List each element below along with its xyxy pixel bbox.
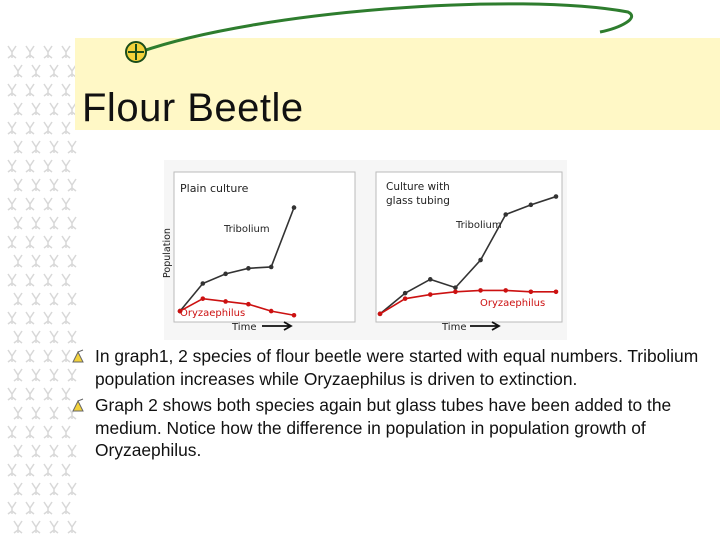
chart2-series-2-point: [453, 289, 458, 294]
chart1-series-1-point: [269, 265, 274, 270]
chart2-series1-label: Tribolium: [456, 220, 502, 231]
bullet-text: In graph1, 2 species of flour beetle were started with equal numbers. Tribolium population increases while Oryzaephilus is driven to extinction.: [95, 346, 699, 389]
chart1-series-2-point: [223, 299, 228, 304]
chart2-series-2-point: [478, 288, 483, 293]
beetle-bullet-icon: [70, 349, 86, 365]
chart-glass-tubing: [376, 172, 562, 333]
chart2-title-line1: Culture with: [386, 181, 450, 193]
chart2-series-2-point: [378, 312, 383, 317]
chart1-series-1-point: [201, 281, 206, 286]
chart2-series-1-point: [453, 285, 458, 290]
bullet-text: Graph 2 shows both species again but glass tubes have been added to the medium. Notice how the difference in population in population growth of Oryzaephilus.: [95, 395, 672, 460]
chart1-series-1-point: [223, 272, 228, 277]
chart1-series-1-point: [246, 266, 251, 271]
bullet-item: [70, 345, 710, 390]
chart2-series-2-point: [503, 288, 508, 293]
chart1-series1-label: Tribolium: [224, 224, 270, 235]
chart1-xlabel: Time: [232, 322, 257, 333]
chart1-title: Plain culture: [180, 182, 249, 195]
beetle-bullet-icon: [70, 398, 86, 414]
chart2-xlabel: Time: [442, 322, 467, 333]
slide-title: Flour Beetle: [82, 86, 304, 130]
chart2-series-2-point: [529, 289, 534, 294]
chart1-ylabel: Population: [162, 228, 173, 278]
chart2-series-2-point: [428, 292, 433, 297]
chart2-series-2-point: [554, 289, 559, 294]
chart2-series-1-point: [428, 277, 433, 282]
chart2-series-2-point: [403, 296, 408, 301]
chart2-series-1-point: [478, 258, 483, 263]
bullet-list: [70, 345, 710, 466]
green-swoosh-decoration: [0, 0, 720, 80]
chart1-series-2-point: [246, 302, 251, 307]
chart2-series-1-point: [554, 194, 559, 199]
chart1-series2-label: Oryzaephilus: [180, 308, 246, 319]
chart-plain-culture: [162, 172, 355, 333]
chart2-series-1-point: [503, 212, 508, 217]
chart2-series-1-point: [403, 291, 408, 296]
beetle-texture-background: [0, 38, 75, 540]
chart1-series-1-point: [292, 205, 297, 210]
chart1-series-2-point: [292, 313, 297, 318]
chart2-title-line2: glass tubing: [386, 195, 450, 207]
chart2-series-1-point: [529, 203, 534, 208]
chart1-series-2-point: [269, 309, 274, 314]
bullet-item: [70, 394, 710, 462]
chart1-series-2-point: [201, 296, 206, 301]
flour-beetle-charts: [164, 160, 567, 340]
chart2-series2-label: Oryzaephilus: [480, 298, 546, 309]
